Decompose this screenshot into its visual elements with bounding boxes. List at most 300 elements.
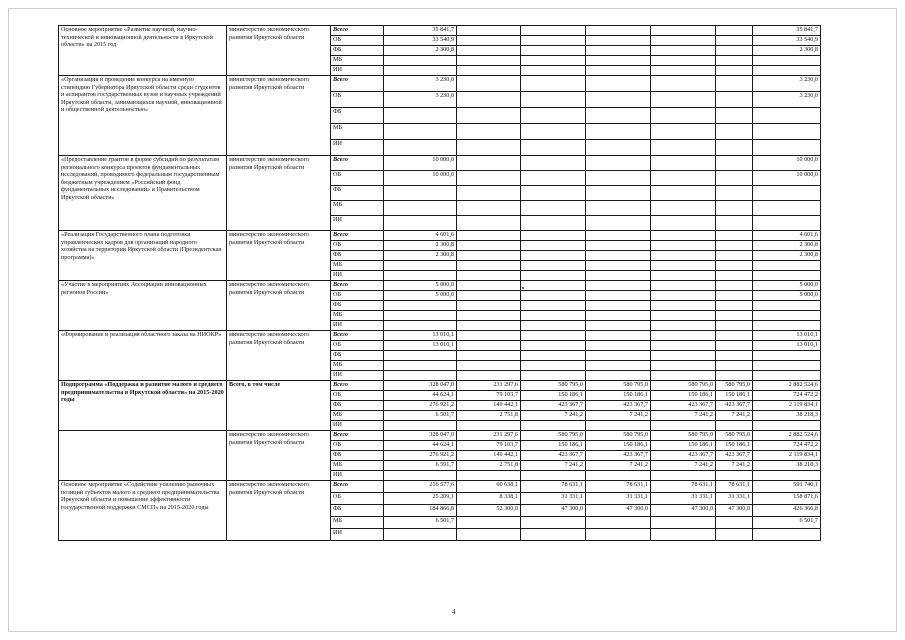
year-value-cell [586, 108, 651, 124]
table-body [59, 26, 821, 541]
funding-source-cell: МБ [331, 517, 384, 529]
total-value-cell [753, 66, 821, 76]
year-value-cell [521, 301, 586, 311]
year-value-cell: 580 795,0 [651, 431, 716, 441]
year-value-cell [651, 36, 716, 46]
year-value-cell: 150 186,1 [521, 391, 586, 401]
year-value-cell [651, 529, 716, 541]
year-value-cell [384, 216, 457, 231]
year-value-cell: 580 795,0 [716, 431, 753, 441]
year-value-cell: 149 442,1 [457, 401, 521, 411]
year-value-cell: 47 300,0 [521, 505, 586, 517]
year-value-cell: 580 795,0 [586, 431, 651, 441]
total-value-cell [753, 351, 821, 361]
year-value-cell: 276 921,2 [384, 401, 457, 411]
year-value-cell [586, 140, 651, 156]
event-name-cell: «Участие в мероприятиях Ассоциации инновационных регионов России» [59, 281, 227, 331]
year-value-cell [586, 331, 651, 341]
total-value-cell [753, 201, 821, 216]
year-value-cell [521, 471, 586, 481]
year-value-cell [384, 66, 457, 76]
year-value-cell: 423 367,7 [586, 401, 651, 411]
funding-source-cell: ФБ [331, 46, 384, 56]
year-value-cell [521, 517, 586, 529]
total-value-cell: 13 010,1 [753, 341, 821, 351]
year-value-cell [457, 361, 521, 371]
table-row [59, 156, 821, 171]
event-name-cell: «Реализация Государственного плана подготовки управленческих кадров для организаций народного хозяйства на территории Иркутской области (Президентская программа)» [59, 231, 227, 281]
year-value-cell [457, 351, 521, 361]
year-value-cell [384, 201, 457, 216]
year-value-cell [586, 92, 651, 108]
year-value-cell [586, 281, 651, 291]
total-value-cell: 13 010,1 [753, 331, 821, 341]
year-value-cell [651, 26, 716, 36]
year-value-cell [384, 361, 457, 371]
year-value-cell: 78 631,1 [586, 481, 651, 493]
table-row [59, 231, 821, 241]
funding-source-cell: ИИ [331, 471, 384, 481]
funding-source-cell: МБ [331, 411, 384, 421]
year-value-cell [651, 108, 716, 124]
executor-cell: министерство экономического развития Иркутской области [227, 231, 331, 281]
year-value-cell: 423 367,7 [521, 451, 586, 461]
year-value-cell [521, 76, 586, 92]
year-value-cell: 3 230,0 [384, 76, 457, 92]
year-value-cell: 150 186,1 [586, 441, 651, 451]
total-value-cell [753, 124, 821, 140]
year-value-cell [457, 56, 521, 66]
year-value-cell: 44 624,1 [384, 391, 457, 401]
year-value-cell: 35 841,7 [384, 26, 457, 36]
funding-source-cell: ФБ [331, 505, 384, 517]
total-value-cell: 724 472,2 [753, 441, 821, 451]
year-value-cell [651, 124, 716, 140]
year-value-cell [586, 124, 651, 140]
total-value-cell: 38 218,3 [753, 461, 821, 471]
year-value-cell [586, 351, 651, 361]
year-value-cell [651, 66, 716, 76]
year-value-cell [716, 36, 753, 46]
executor-cell: министерство экономического развития Иркутской области [227, 281, 331, 331]
year-value-cell [716, 331, 753, 341]
year-value-cell [521, 201, 586, 216]
executor-cell: министерство экономического развития Иркутской области [227, 481, 331, 541]
year-value-cell [521, 281, 586, 291]
year-value-cell: 31 331,1 [651, 493, 716, 505]
year-value-cell: 47 300,0 [586, 505, 651, 517]
table-row [59, 431, 821, 441]
year-value-cell [651, 421, 716, 431]
year-value-cell [521, 421, 586, 431]
year-value-cell: 423 367,7 [651, 401, 716, 411]
event-name-cell: Основное мероприятие «Развитие научной, научно-технической и инновационной деятельности в Иркутской области» на 2015 год [59, 26, 227, 76]
total-value-cell: 2 300,8 [753, 46, 821, 56]
year-value-cell: 328 047,0 [384, 431, 457, 441]
year-value-cell [521, 56, 586, 66]
year-value-cell: 2 300,8 [384, 251, 457, 261]
year-value-cell [651, 231, 716, 241]
year-value-cell [586, 156, 651, 171]
year-value-cell [716, 76, 753, 92]
year-value-cell: 423 367,7 [716, 451, 753, 461]
total-value-cell [753, 56, 821, 66]
year-value-cell: 7 241,2 [651, 461, 716, 471]
funding-source-cell: ОБ [331, 92, 384, 108]
event-name-cell: Основное мероприятие «Содействие усилению рыночных позиций субъектов малого и среднего предпринимательства Иркутской области и повышение эффективности государственной поддержки СМСП» на 2015-2020 годы [59, 481, 227, 541]
year-value-cell [521, 261, 586, 271]
year-value-cell [521, 251, 586, 261]
year-value-cell [586, 216, 651, 231]
year-value-cell [716, 517, 753, 529]
year-value-cell [521, 171, 586, 186]
funding-source-cell: Всего [331, 156, 384, 171]
total-value-cell [753, 321, 821, 331]
funding-source-cell: ОБ [331, 391, 384, 401]
funding-source-cell: ОБ [331, 341, 384, 351]
year-value-cell [651, 361, 716, 371]
year-value-cell: 10 000,0 [384, 171, 457, 186]
year-value-cell: 2 300,8 [384, 241, 457, 251]
year-value-cell [521, 92, 586, 108]
table-row [59, 331, 821, 341]
funding-source-cell: Всего [331, 26, 384, 36]
total-value-cell: 2 882 524,6 [753, 431, 821, 441]
year-value-cell [586, 201, 651, 216]
funding-source-cell: ФБ [331, 186, 384, 201]
year-value-cell: 78 631,1 [716, 481, 753, 493]
year-value-cell [651, 331, 716, 341]
year-value-cell [651, 261, 716, 271]
year-value-cell [521, 331, 586, 341]
year-value-cell [716, 186, 753, 201]
page-number: 4 [452, 608, 456, 616]
year-value-cell [521, 361, 586, 371]
year-value-cell [586, 529, 651, 541]
year-value-cell: 2 751,8 [457, 461, 521, 471]
year-value-cell [521, 140, 586, 156]
year-value-cell [586, 471, 651, 481]
executor-cell: министерство экономического развития Иркутской области [227, 156, 331, 231]
year-value-cell [457, 201, 521, 216]
year-value-cell: 7 241,2 [716, 461, 753, 471]
year-value-cell [651, 186, 716, 201]
total-value-cell: 3 230,0 [753, 76, 821, 92]
year-value-cell: 8 338,1 [457, 493, 521, 505]
year-value-cell [384, 108, 457, 124]
year-value-cell: 580 795,0 [586, 381, 651, 391]
year-value-cell [521, 186, 586, 201]
year-value-cell [457, 66, 521, 76]
year-value-cell [651, 56, 716, 66]
year-value-cell: 47 300,0 [716, 505, 753, 517]
total-value-cell [753, 361, 821, 371]
year-value-cell: 2 300,8 [384, 46, 457, 56]
year-value-cell: 150 186,1 [651, 391, 716, 401]
executor-cell: Всего, в том числе [227, 381, 331, 431]
total-value-cell [753, 108, 821, 124]
year-value-cell [716, 301, 753, 311]
year-value-cell [651, 76, 716, 92]
event-name-cell: «Формирование и реализация областного заказа на НИОКР» [59, 331, 227, 381]
year-value-cell [651, 216, 716, 231]
year-value-cell: 7 241,2 [521, 461, 586, 471]
year-value-cell [651, 341, 716, 351]
year-value-cell [716, 66, 753, 76]
year-value-cell: 52 300,0 [457, 505, 521, 517]
year-value-cell: 328 047,0 [384, 381, 457, 391]
year-value-cell: 13 010,1 [384, 331, 457, 341]
year-value-cell [457, 231, 521, 241]
year-value-cell [521, 36, 586, 46]
year-value-cell: 423 367,7 [651, 451, 716, 461]
total-value-cell [753, 471, 821, 481]
year-value-cell: 5 000,0 [384, 281, 457, 291]
year-value-cell: 7 241,2 [716, 411, 753, 421]
funding-source-cell: ИИ [331, 371, 384, 381]
year-value-cell [521, 321, 586, 331]
total-value-cell [753, 301, 821, 311]
year-value-cell [384, 124, 457, 140]
year-value-cell [521, 216, 586, 231]
table-row [59, 481, 821, 493]
year-value-cell [521, 124, 586, 140]
year-value-cell [651, 92, 716, 108]
year-value-cell: 78 631,1 [651, 481, 716, 493]
year-value-cell [586, 241, 651, 251]
year-value-cell [586, 231, 651, 241]
year-value-cell [716, 261, 753, 271]
year-value-cell [521, 156, 586, 171]
year-value-cell [521, 351, 586, 361]
total-value-cell: 2 300,8 [753, 251, 821, 261]
funding-source-cell: ФБ [331, 401, 384, 411]
year-value-cell [521, 46, 586, 56]
year-value-cell [716, 140, 753, 156]
year-value-cell [586, 361, 651, 371]
year-value-cell [384, 529, 457, 541]
funding-source-cell: ФБ [331, 108, 384, 124]
year-value-cell: 231 297,6 [457, 431, 521, 441]
year-value-cell: 150 186,1 [716, 391, 753, 401]
executor-cell: министерство экономического развития Иркутской области [227, 26, 331, 76]
funding-source-cell: МБ [331, 201, 384, 216]
year-value-cell: 13 010,1 [384, 341, 457, 351]
year-value-cell [586, 371, 651, 381]
year-value-cell: 25 209,1 [384, 493, 457, 505]
year-value-cell [716, 361, 753, 371]
year-value-cell [457, 216, 521, 231]
funding-source-cell: МБ [331, 361, 384, 371]
year-value-cell [586, 186, 651, 201]
year-value-cell: 3 230,0 [384, 92, 457, 108]
funding-source-cell: Всего [331, 76, 384, 92]
year-value-cell [651, 251, 716, 261]
funding-source-cell: Всего [331, 281, 384, 291]
year-value-cell: 231 297,6 [457, 381, 521, 391]
funding-source-cell: Всего [331, 431, 384, 441]
year-value-cell [457, 321, 521, 331]
year-value-cell: 580 795,0 [521, 381, 586, 391]
year-value-cell [716, 108, 753, 124]
year-value-cell: 580 795,0 [651, 381, 716, 391]
year-value-cell [521, 231, 586, 241]
year-value-cell [651, 201, 716, 216]
year-value-cell [716, 124, 753, 140]
year-value-cell [457, 517, 521, 529]
year-value-cell: 6 591,7 [384, 461, 457, 471]
year-value-cell [651, 471, 716, 481]
year-value-cell [586, 341, 651, 351]
year-value-cell [457, 341, 521, 351]
year-value-cell: 276 921,2 [384, 451, 457, 461]
year-value-cell [716, 241, 753, 251]
year-value-cell [716, 231, 753, 241]
year-value-cell [651, 291, 716, 301]
year-value-cell: 31 331,1 [521, 493, 586, 505]
total-value-cell [753, 216, 821, 231]
funding-source-cell: ИИ [331, 216, 384, 231]
year-value-cell [651, 517, 716, 529]
year-value-cell [384, 321, 457, 331]
year-value-cell: 7 241,2 [586, 461, 651, 471]
event-name-cell [59, 431, 227, 481]
budget-table [58, 25, 821, 541]
year-value-cell [457, 331, 521, 341]
funding-source-cell: ИИ [331, 271, 384, 281]
year-value-cell [586, 311, 651, 321]
year-value-cell [384, 421, 457, 431]
funding-source-cell: ИИ [331, 529, 384, 541]
year-value-cell: 423 367,7 [521, 401, 586, 411]
year-value-cell [651, 156, 716, 171]
year-value-cell [586, 26, 651, 36]
year-value-cell [521, 529, 586, 541]
funding-source-cell: ОБ [331, 291, 384, 301]
funding-source-cell: МБ [331, 311, 384, 321]
total-value-cell: 426 366,8 [753, 505, 821, 517]
year-value-cell [716, 371, 753, 381]
total-value-cell: 6 501,7 [753, 517, 821, 529]
year-value-cell: 6 501,7 [384, 517, 457, 529]
year-value-cell [586, 76, 651, 92]
funding-source-cell: Всего [331, 381, 384, 391]
funding-source-cell: ОБ [331, 171, 384, 186]
funding-source-cell: МБ [331, 124, 384, 140]
year-value-cell [586, 421, 651, 431]
year-value-cell [384, 261, 457, 271]
year-value-cell [457, 26, 521, 36]
year-value-cell: 6 501,7 [384, 411, 457, 421]
year-value-cell [586, 291, 651, 301]
funding-source-cell: ИИ [331, 421, 384, 431]
year-value-cell [457, 529, 521, 541]
year-value-cell [384, 371, 457, 381]
total-value-cell: 10 000,0 [753, 156, 821, 171]
total-value-cell: 724 472,2 [753, 391, 821, 401]
year-value-cell: 10 000,0 [384, 156, 457, 171]
funding-source-cell: Всего [331, 481, 384, 493]
total-value-cell: 2 882 524,6 [753, 381, 821, 391]
funding-source-cell: Всего [331, 331, 384, 341]
year-value-cell: 31 331,1 [716, 493, 753, 505]
funding-source-cell: ФБ [331, 251, 384, 261]
year-value-cell: 79 103,7 [457, 391, 521, 401]
year-value-cell: 44 624,1 [384, 441, 457, 451]
funding-source-cell: ОБ [331, 241, 384, 251]
year-value-cell [521, 311, 586, 321]
year-value-cell [586, 56, 651, 66]
year-value-cell: 423 367,7 [716, 401, 753, 411]
year-value-cell [716, 156, 753, 171]
year-value-cell: 580 795,0 [716, 381, 753, 391]
event-name-cell: Подпрограмма «Поддержка и развитие малого и среднего предпринимательства в Иркутской области» на 2015-2020 годы [59, 381, 227, 431]
total-value-cell [753, 529, 821, 541]
year-value-cell [651, 371, 716, 381]
year-value-cell [651, 140, 716, 156]
year-value-cell [586, 321, 651, 331]
funding-source-cell: ОБ [331, 493, 384, 505]
year-value-cell: 216 577,6 [384, 481, 457, 493]
year-value-cell [521, 271, 586, 281]
event-name-cell: «Организация и проведение конкурса на именную стипендию Губернатора Иркутской области среди студентов и аспирантов государственных вузов и научных учреждений Иркутской области, занимающихся научной, инновационной и общественной деятельностью» [59, 76, 227, 156]
year-value-cell [651, 351, 716, 361]
total-value-cell: 35 841,7 [753, 26, 821, 36]
year-value-cell [384, 311, 457, 321]
year-value-cell [457, 371, 521, 381]
year-value-cell [586, 46, 651, 56]
funding-source-cell: МБ [331, 56, 384, 66]
total-value-cell: 33 540,9 [753, 36, 821, 46]
year-value-cell [521, 66, 586, 76]
year-value-cell [716, 201, 753, 216]
year-value-cell [384, 186, 457, 201]
year-value-cell: 149 442,1 [457, 451, 521, 461]
year-value-cell [651, 46, 716, 56]
funding-source-cell: ОБ [331, 36, 384, 46]
year-value-cell [716, 281, 753, 291]
year-value-cell [384, 471, 457, 481]
year-value-cell [384, 56, 457, 66]
year-value-cell [384, 140, 457, 156]
year-value-cell [521, 108, 586, 124]
year-value-cell [384, 271, 457, 281]
year-value-cell [716, 26, 753, 36]
year-value-cell: 150 186,1 [651, 441, 716, 451]
year-value-cell [716, 311, 753, 321]
total-value-cell [753, 140, 821, 156]
year-value-cell [521, 241, 586, 251]
funding-source-cell: МБ [331, 261, 384, 271]
year-value-cell [716, 56, 753, 66]
total-value-cell [753, 311, 821, 321]
year-value-cell [521, 291, 586, 301]
table-row [59, 76, 821, 92]
year-value-cell [716, 471, 753, 481]
year-value-cell [457, 108, 521, 124]
event-name-cell: «Предоставление грантов в форме субсидий по результатам регионального конкурса проектов фундаментальных исследований, проводимого федеральным государственным бюджетным учреждением «Российский фонд фундаментальных исследований» и Правительством Иркутской области» [59, 156, 227, 231]
total-value-cell: 2 119 834,1 [753, 451, 821, 461]
year-value-cell: 33 540,9 [384, 36, 457, 46]
funding-source-cell: МБ [331, 461, 384, 471]
year-value-cell: 60 638,1 [457, 481, 521, 493]
total-value-cell [753, 271, 821, 281]
year-value-cell: 7 241,2 [521, 411, 586, 421]
year-value-cell: 7 241,2 [651, 411, 716, 421]
funding-source-cell: ИИ [331, 66, 384, 76]
funding-source-cell: ФБ [331, 451, 384, 461]
year-value-cell [651, 271, 716, 281]
